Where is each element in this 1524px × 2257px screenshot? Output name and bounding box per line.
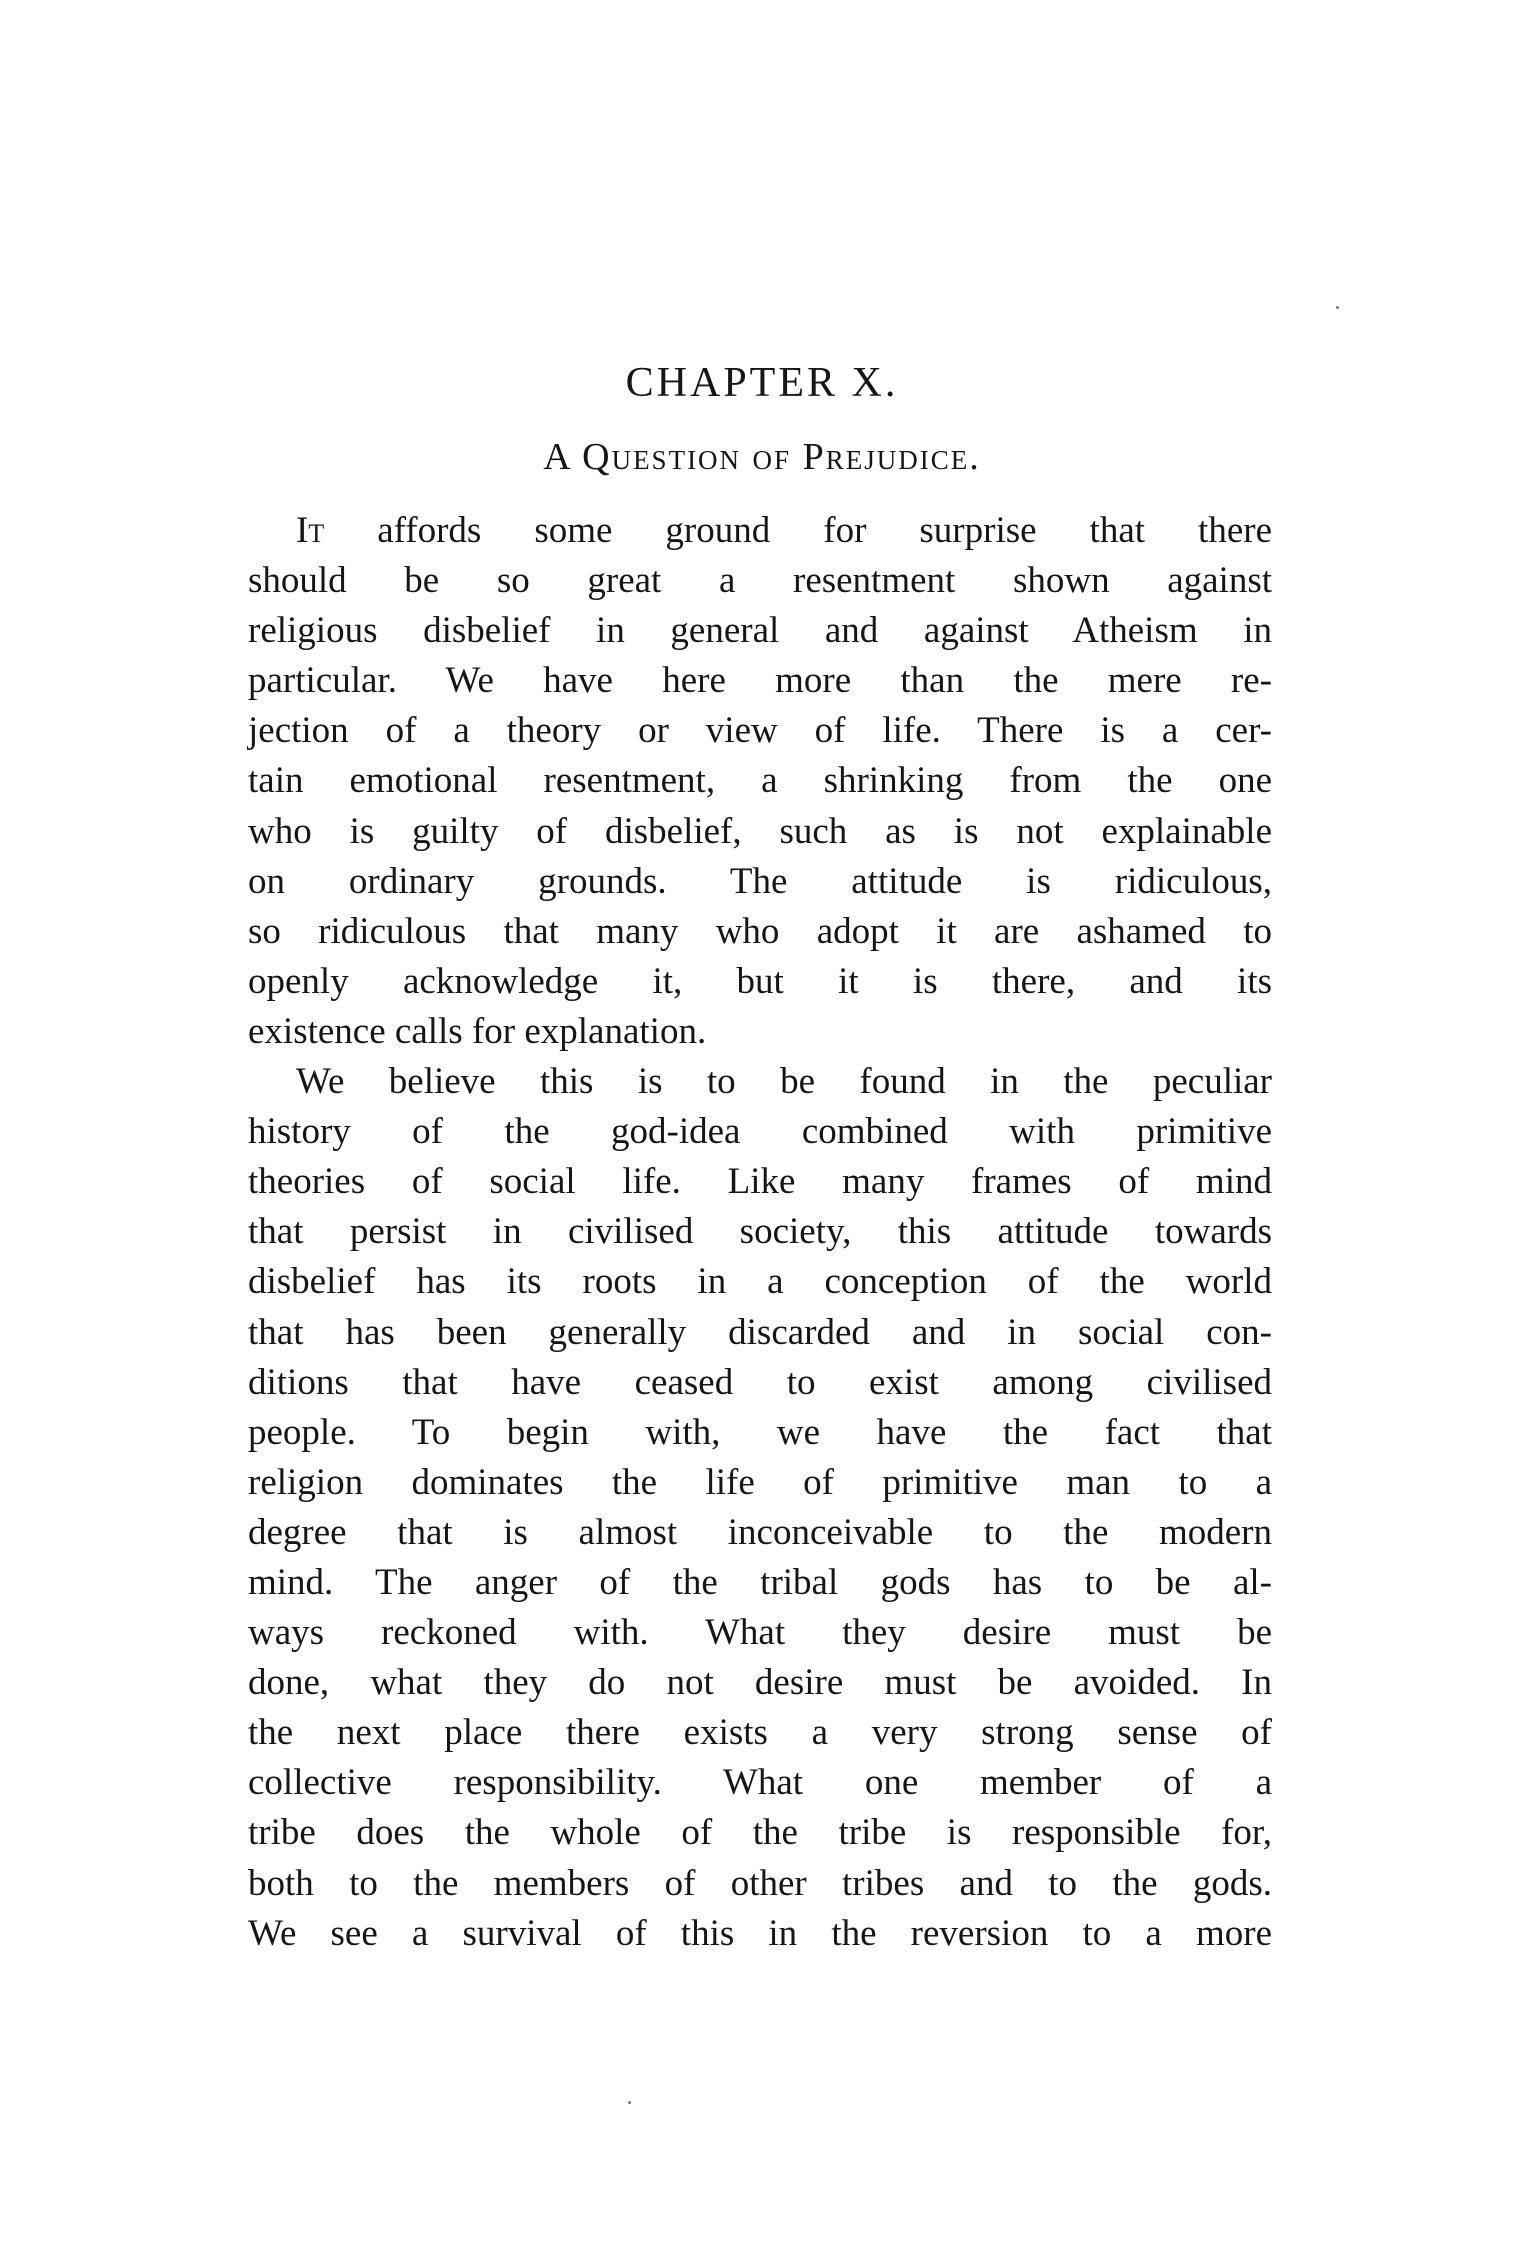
paper-speck <box>1336 306 1339 309</box>
text-line: tribe does the whole of the tribe is responsible for, <box>248 1812 1272 1854</box>
paper-speck <box>628 2101 631 2104</box>
text-line: We believe this is to be found in the peculiar <box>296 1061 1272 1103</box>
text-line: degree that is almost inconceivable to the modern <box>248 1511 1272 1553</box>
text-line: particular. We have here more than the mere re- <box>248 660 1272 702</box>
text-line: both to the members of other tribes and to the gods. <box>248 1862 1272 1904</box>
text-line: disbelief has its roots in a conception of the world <box>248 1261 1272 1303</box>
text-line: existence calls for explanation. <box>248 1010 707 1052</box>
text-line: people. To begin with, we have the fact that <box>248 1411 1272 1453</box>
text-line: should be so great a resentment shown against <box>248 560 1272 602</box>
text-line: tain emotional resentment, a shrinking from the one <box>248 760 1272 802</box>
text-line: so ridiculous that many who adopt it are ashamed to <box>248 910 1272 952</box>
text-line: religion dominates the life of primitive man to a <box>248 1461 1272 1503</box>
drop-word: It <box>296 510 325 551</box>
text-line: on ordinary grounds. The attitude is ridiculous, <box>248 860 1272 902</box>
text-line: that has been generally discarded and in social con- <box>248 1311 1272 1353</box>
text-line: jection of a theory or view of life. There is a cer- <box>248 710 1272 752</box>
section-heading: A Question of Prejudice. <box>543 436 981 478</box>
text-line: who is guilty of disbelief, such as is not explainable <box>248 810 1272 852</box>
text-line: the next place there exists a very strong sense of <box>248 1712 1272 1754</box>
text-line: openly acknowledge it, but it is there, and its <box>248 960 1272 1002</box>
body-text <box>248 506 1272 1959</box>
text-line: done, what they do not desire must be avoided. In <box>248 1662 1272 1704</box>
text-line-content: affords some ground for surprise that there <box>324 510 1272 551</box>
text-line: theories of social life. Like many frames of mind <box>248 1161 1272 1203</box>
text-line: collective responsibility. What one member of a <box>248 1762 1272 1804</box>
text-line: We see a survival of this in the reversion to a more <box>248 1912 1272 1954</box>
chapter-title: CHAPTER X. <box>625 360 899 406</box>
text-line: ditions that have ceased to exist among civilised <box>248 1361 1272 1403</box>
text-line: ways reckoned with. What they desire must be <box>248 1612 1272 1654</box>
text-line: that persist in civilised society, this attitude towards <box>248 1211 1272 1253</box>
text-line <box>248 506 1272 556</box>
text-line: mind. The anger of the tribal gods has to be al- <box>248 1561 1272 1603</box>
text-line: religious disbelief in general and against Atheism in <box>248 610 1272 652</box>
text-line: history of the god-idea combined with primitive <box>248 1111 1272 1153</box>
